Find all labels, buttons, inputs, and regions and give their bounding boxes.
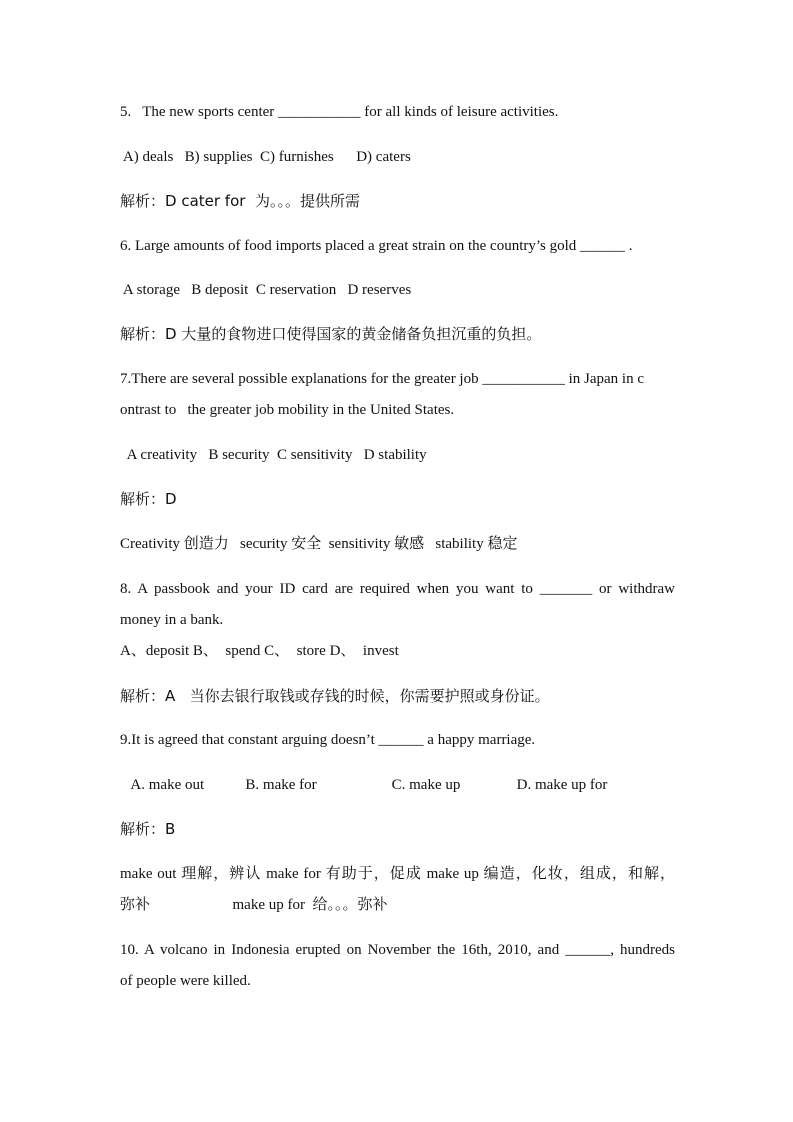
question-10-line-2: of people were killed. (120, 973, 251, 989)
question-8-line-2: money in a bank. (120, 612, 224, 628)
question-5: 5. The new sports center ___________ for all kinds of leisure activities. (120, 104, 559, 120)
question-6-options: A storage B deposit C reservation D reserves (120, 282, 412, 298)
question-9-analysis: 解析：B (120, 820, 176, 838)
question-6-analysis: 解析：D 大量的食物进口使得国家的黄金储备负担沉重的负担。 (120, 325, 542, 343)
question-9: 9.It is agreed that constant arguing doesn’t ______ a happy marriage. (120, 732, 536, 748)
question-7-line-1: 7.There are several possible explanations for the greater job ___________ in Japan in c (120, 371, 644, 387)
question-10-line-1: 10. A volcano in Indonesia erupted on November the 16th, 2010, and ______, hundreds (120, 942, 675, 958)
question-9-options: A. make out B. make for C. make up D. make up for (120, 777, 608, 793)
question-7-line-2: ontrast to the greater job mobility in the United States. (120, 402, 455, 418)
question-9-note-line-1: make out 理解，辨认 make for 有助于，促成 make up 编造，化妆，组成，和解， (120, 866, 675, 882)
question-8-options: A、deposit B、 spend C、 store D、 invest (120, 643, 399, 659)
question-6: 6. Large amounts of food imports placed a great strain on the country’s gold ______ . (120, 238, 633, 254)
question-7-options: A creativity B security C sensitivity D stability (120, 447, 427, 463)
question-7-analysis: 解析：D (120, 490, 177, 508)
question-5-options: A) deals B) supplies C) furnishes D) caters (120, 149, 411, 165)
question-5-analysis: 解析：D cater for 为。。。提供所需 (120, 192, 360, 210)
question-7-note: Creativity 创造力 security 安全 sensitivity 敏感 stability 稳定 (120, 536, 518, 552)
question-8-line-1: 8. A passbook and your ID card are required when you want to _______ or withdraw (120, 581, 675, 597)
question-8-analysis: 解析：A 当你去银行取钱或存钱的时候，你需要护照或身份证。 (120, 687, 550, 705)
question-9-note-line-2: 弥补 make up for 给。。。弥补 (120, 897, 388, 913)
